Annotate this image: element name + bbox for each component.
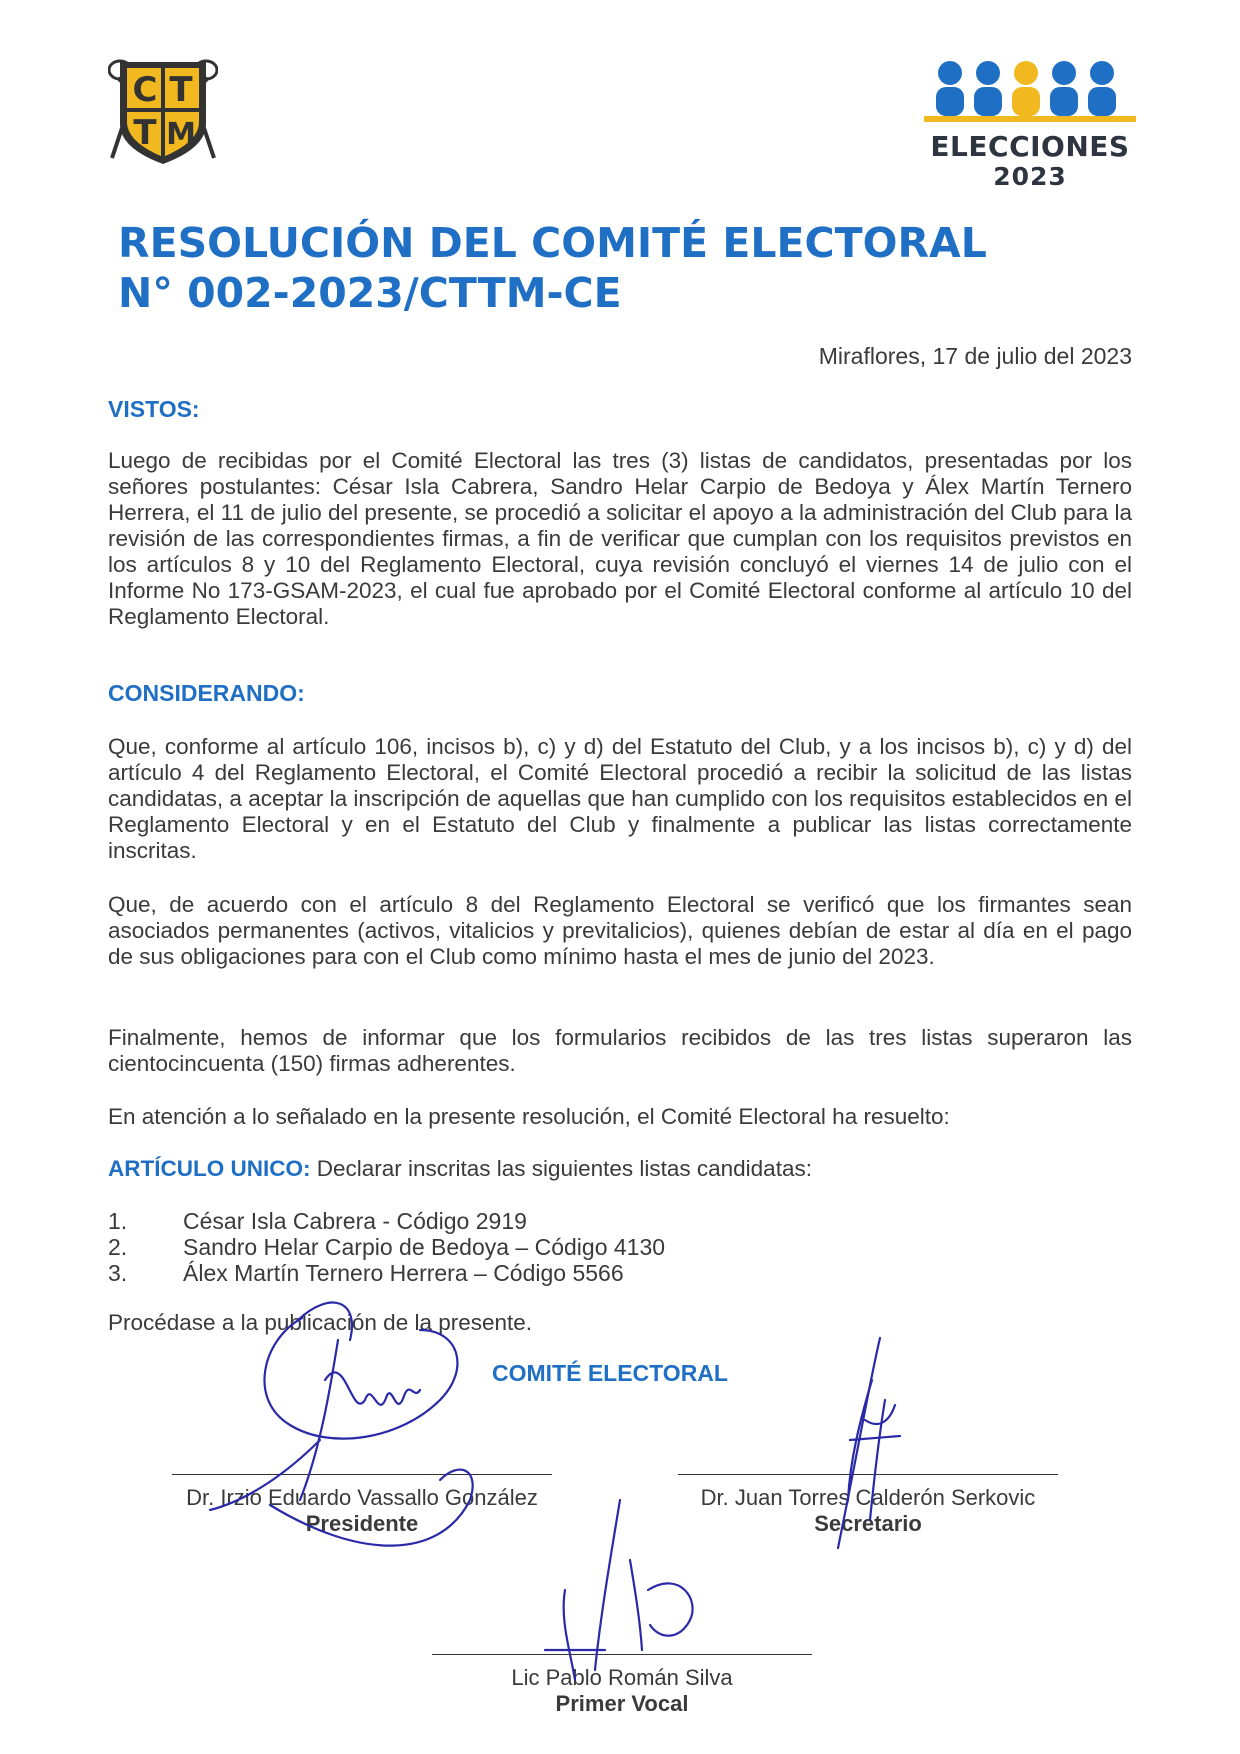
elections-logo: [920, 58, 1140, 191]
elections-people-icon: [920, 58, 1140, 128]
considerando-paragraph-3: Finalmente, hemos de informar que los formularios recibidos de las tres listas superaron las cientocincuenta (150) firmas adherentes.: [108, 1025, 1132, 1076]
title-line-2: N° 002-2023/CTTM-CE: [118, 269, 622, 317]
president-signature: [264, 1318, 457, 1439]
resolution-title: [118, 218, 1118, 318]
considerando-paragraph-1: Que, conforme al artículo 106, incisos b), c) y d) del Estatuto del Club, y a los incisos b), c) y d) del artículo 4 del Reglamento Electoral, el Comité Electoral procedió a recibir la solicitud de las listas candidatas, a aceptar la inscripción de aquellas que han cumplido con los requisitos establecidos en el Reglamento Electoral y en el Estatuto del Club y finalmente a publicar las listas correctamente inscritas.: [108, 734, 1132, 863]
title-line-1: RESOLUCIÓN DEL COMITÉ ELECTORAL: [118, 219, 987, 267]
list-item-number: 2.: [108, 1234, 128, 1260]
signatory-role: Primer Vocal: [555, 1691, 689, 1716]
signature-block-secretary: [678, 1474, 1058, 1537]
articulo-text: Declarar inscritas las siguientes listas candidatas:: [310, 1156, 812, 1181]
signatory-name: Dr. Juan Torres Calderón Serkovic: [700, 1485, 1036, 1510]
list-item: [108, 1260, 665, 1286]
candidate-lists: [108, 1208, 665, 1286]
cttm-shield-logo-icon: [108, 58, 218, 166]
vistos-paragraph: Luego de recibidas por el Comité Electoral las tres (3) listas de candidatos, presentadas por los señores postulantes: César Isla Cabrera, Sandro Helar Carpio de Bedoya y Álex Martín Ternero Herrera, el 11 de julio del presente, se procedió a solicitar el apoyo a la administración del Club para la revisión de las correspondientes firmas, a fin de verificar que cumplan con los requisitos previstos en los artículos 8 y 10 del Reglamento Electoral, cuya revisión concluyó el viernes 14 de julio con el Informe No 173-GSAM-2023, el cual fue aprobado por el Comité Electoral conforme al artículo 10 del Reglamento Electoral.: [108, 448, 1132, 629]
signatory-role: Secretario: [814, 1511, 922, 1536]
list-item-text: Sandro Helar Carpio de Bedoya – Código 4130: [183, 1234, 666, 1260]
document-date: Miraflores, 17 de julio del 2023: [818, 343, 1132, 369]
logo-letter-c: C: [132, 70, 158, 110]
logo-letter-m: M: [166, 117, 196, 152]
signatory-role: Presidente: [305, 1511, 419, 1536]
signature-block-president: [172, 1474, 552, 1537]
list-item-number: 3.: [108, 1260, 128, 1286]
considerando-heading: CONSIDERANDO:: [108, 680, 305, 706]
signatory-name: Lic Pablo Román Silva: [511, 1665, 733, 1690]
signature-line: [678, 1474, 1058, 1475]
list-item: [108, 1208, 665, 1234]
signature-line: [172, 1474, 552, 1475]
logo-letter-t1: T: [169, 70, 193, 110]
considerando-paragraph-4: En atención a lo señalado en la presente resolución, el Comité Electoral ha resuelto:: [108, 1104, 950, 1129]
signature-block-vocal: [432, 1654, 812, 1717]
list-item-text: César Isla Cabrera - Código 2919: [183, 1208, 527, 1234]
articulo-unico: [108, 1156, 1132, 1182]
vistos-heading: VISTOS:: [108, 396, 200, 422]
signatory-name: Dr. Irzio Eduardo Vassallo González: [186, 1485, 538, 1510]
cttm-club-logo: [108, 58, 218, 166]
committee-heading: COMITÉ ELECTORAL: [492, 1360, 728, 1386]
list-item: [108, 1234, 665, 1260]
list-item-text: Álex Martín Ternero Herrera – Código 5566: [183, 1260, 624, 1286]
elections-year: 2023: [993, 162, 1067, 191]
logo-letter-t2: T: [133, 113, 157, 153]
closing-statement: Procédase a la publicación de la presente.: [108, 1310, 533, 1335]
elections-word: ELECCIONES: [930, 130, 1130, 163]
signature-line: [432, 1654, 812, 1655]
list-item-number: 1.: [108, 1208, 128, 1234]
vocal-signature: [595, 1500, 620, 1670]
considerando-paragraph-2: Que, de acuerdo con el artículo 8 del Reglamento Electoral se verificó que los firmantes sean asociados permanentes (activos, vitalicios y previtalicios), quienes debían de estar al día en el pago de sus obligaciones para con el Club como mínimo hasta el mes de junio del 2023.: [108, 892, 1132, 969]
articulo-label: ARTÍCULO UNICO:: [108, 1156, 311, 1181]
